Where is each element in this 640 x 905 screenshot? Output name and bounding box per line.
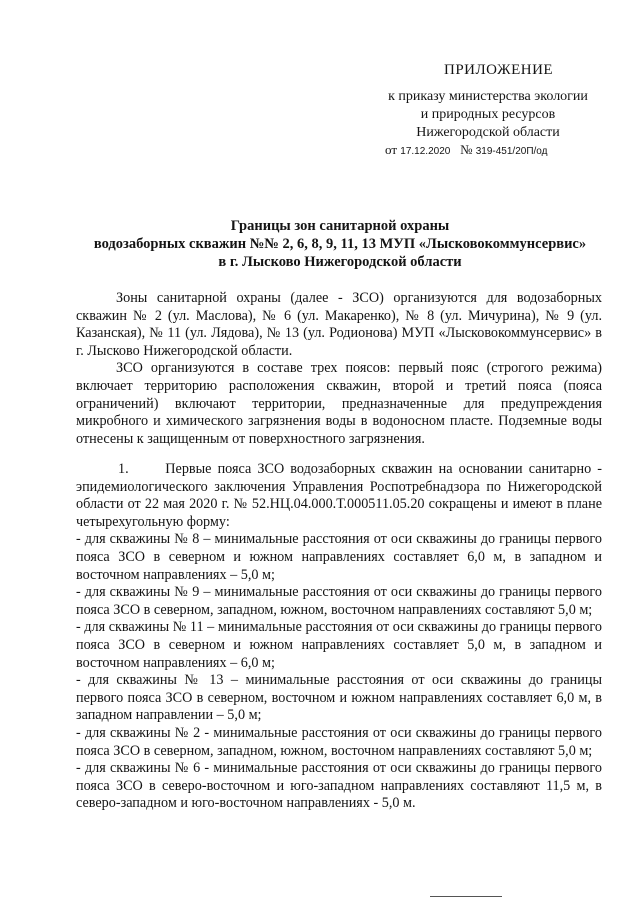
list-item: - для скважины № 6 - минимальные расстояния от оси скважины до границы первого пояса ЗСО в северо-восточном и юго-западном направлениях составляют 11,5 м, в северо-западном и юго-восточном направлениях - 5,0 м. [76,760,602,812]
annex-line: и природных ресурсов [420,107,556,122]
footer-divider [430,896,502,897]
document-title [60,217,620,271]
intro-paragraph: ЗСО организуются в составе трех поясов: первый пояс (строгого режима) включает территорию расположения скважин, второй и третий пояса (пояса ограничений) включают территории, предназначенные для предупреждения микробного и химического загрязнения воды в водоносном пласте. Подземные воды отнесены к защищенным от поверхностного загрязнения. [76,360,602,447]
order-number: 319-451/20П/од [475,146,548,157]
annex-title: ПРИЛОЖЕНИЕ [444,62,554,78]
section-1 [76,461,606,813]
intro-paragraph: Зоны санитарной охраны (далее - ЗСО) организуются для водозаборных скважин № 2 (ул. Маслова), № 6 (ул. Макаренко), № 8 (ул. Мичурина), № 9 (ул. Казанская), № 11 (ул. Лядова), № 13 (ул. Родионова) МУП «Лысковокоммунсервис» в г. Лысково Нижегородской области. [76,290,602,359]
list-item: - для скважины № 13 – минимальные расстояния от оси скважины до границы первого пояса ЗСО в северном, восточном и южном направлениях составляет 6,0 м, в западном направлении – 5,0 м; [76,672,602,724]
title-line: в г. Лысково Нижегородской области [218,254,462,270]
order-date: 17.12.2020 [400,146,451,157]
title-line: водозаборных скважин №№ 2, 6, 8, 9, 11, 13 МУП «Лысковокоммунсервис» [93,236,587,252]
list-item: - для скважины № 2 - минимальные расстояния от оси скважины до границы первого пояса ЗСО в северном, западном, южном, восточном направлениях составляют 5,0 м; [76,724,602,759]
order-prefix: от [385,142,398,157]
section-1-intro: 1. Первые пояса ЗСО водозаборных скважин на основании санитарно - эпидемиологического заключения Управления Роспотребнадзора по Нижегородской области от 22 мая 2020 г. № 52.НЦ.04.000.Т.000511.05.20 сокращены и имеют в плане четырехугольную форму: [76,461,606,530]
list-item: - для скважины № 11 – минимальные расстояния от оси скважины до границы первого пояса ЗСО в северном и южном направлениях составляет 5,0 м, в западном и восточном направлениях – 6,0 м; [76,619,602,671]
annex-line: к приказу министерства экологии [388,89,588,104]
order-number-label: № [460,142,473,157]
list-item: - для скважины № 9 – минимальные расстояния от оси скважины до границы первого пояса ЗСО в северном, западном, южном, восточном направлениях составляют 5,0 м; [76,584,602,618]
annex-reference [370,88,606,142]
title-line: Границы зон санитарной охраны [230,218,450,234]
annex-line: Нижегородской области [416,125,560,140]
order-date-number [385,142,547,158]
list-item: - для скважины № 8 – минимальные расстояния от оси скважины до границы первого пояса ЗСО в северном и южном направлениях составляет 6,0 м, в западном и восточном направлениях – 5,0 м; [76,531,602,583]
intro-section [76,290,602,448]
